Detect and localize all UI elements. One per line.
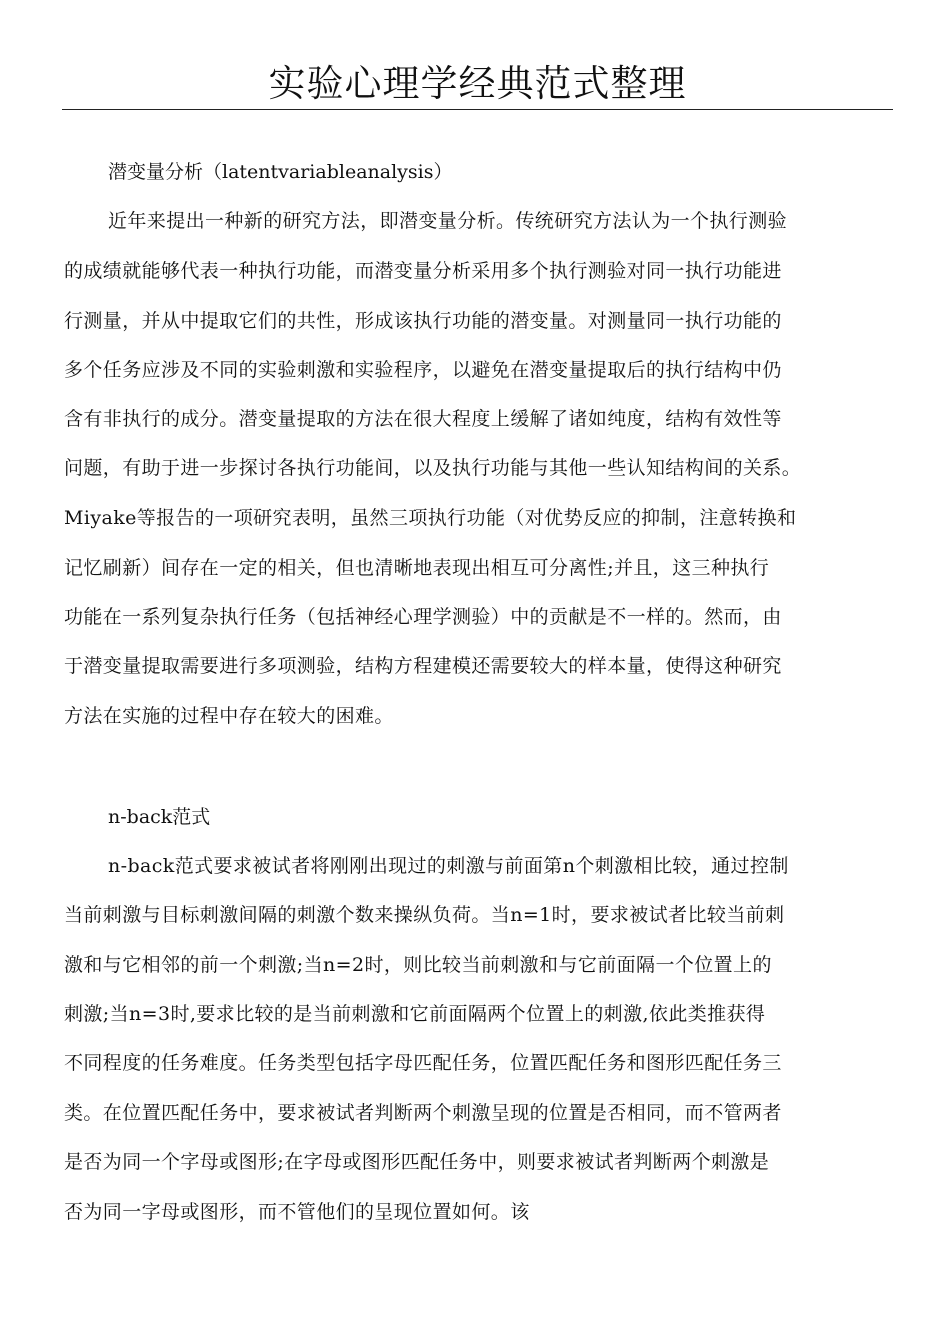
paragraph-line: 近年来提出一种新的研究方法，即潜变量分析。传统研究方法认为一个执行测验 — [108, 210, 788, 232]
paragraph-line: 刺激;当n=3时,要求比较的是当前刺激和它前面隔两个位置上的刺激,依此类推获得 — [64, 1003, 766, 1025]
paragraph-line: 记忆刷新）间存在一定的相关，但也清晰地表现出相互可分离性;并且，这三种执行 — [64, 557, 770, 579]
paragraph-line: 功能在一系列复杂执行任务（包括神经心理学测验）中的贡献是不一样的。然而，由 — [64, 606, 782, 628]
paragraph-line: 是否为同一个字母或图形;在字母或图形匹配任务中，则要求被试者判断两个刺激是 — [64, 1151, 770, 1173]
paragraph-line: 当前刺激与目标刺激间隔的刺激个数来操纵负荷。当n=1时，要求被试者比较当前刺 — [64, 904, 785, 926]
paragraph-line: 于潜变量提取需要进行多项测验，结构方程建模还需要较大的样本量，使得这种研究 — [64, 655, 782, 677]
paragraph-line: 方法在实施的过程中存在较大的困难。 — [64, 705, 394, 727]
paragraph-line: n-back范式要求被试者将刚刚出现过的刺激与前面第n个刺激相比较，通过控制 — [108, 855, 789, 877]
paragraph-line: 行测量，并从中提取它们的共性，形成该执行功能的潜变量。对测量同一执行功能的 — [64, 310, 782, 332]
paragraph-line: 含有非执行的成分。潜变量提取的方法在很大程度上缓解了诸如纯度，结构有效性等 — [64, 408, 782, 430]
document-title: 实验心理学经典范式整理 — [268, 62, 687, 105]
paragraph-line: 问题，有助于进一步探讨各执行功能间，以及执行功能与其他一些认知结构间的关系。 — [64, 457, 802, 479]
paragraph-line: 多个任务应涉及不同的实验刺激和实验程序，以避免在潜变量提取后的执行结构中仍 — [64, 359, 782, 381]
paragraph-line: 的成绩就能够代表一种执行功能，而潜变量分析采用多个执行测验对同一执行功能进 — [64, 260, 782, 282]
title-underline — [62, 109, 893, 110]
paragraph-line: Miyake等报告的一项研究表明，虽然三项执行功能（对优势反应的抑制，注意转换和 — [64, 507, 797, 529]
paragraph-line: 不同程度的任务难度。任务类型包括字母匹配任务，位置匹配任务和图形匹配任务三 — [64, 1052, 782, 1074]
paragraph-line: 激和与它相邻的前一个刺激;当n=2时，则比较当前刺激和与它前面隔一个位置上的 — [64, 954, 772, 976]
section-heading: 潜变量分析（latentvariableanalysis） — [108, 161, 453, 183]
section-heading: n-back范式 — [108, 806, 211, 828]
paragraph-line: 类。在位置匹配任务中，要求被试者判断两个刺激呈现的位置是否相同，而不管两者 — [64, 1102, 782, 1124]
paragraph-line: 否为同一字母或图形，而不管他们的呈现位置如何。该 — [64, 1201, 530, 1223]
